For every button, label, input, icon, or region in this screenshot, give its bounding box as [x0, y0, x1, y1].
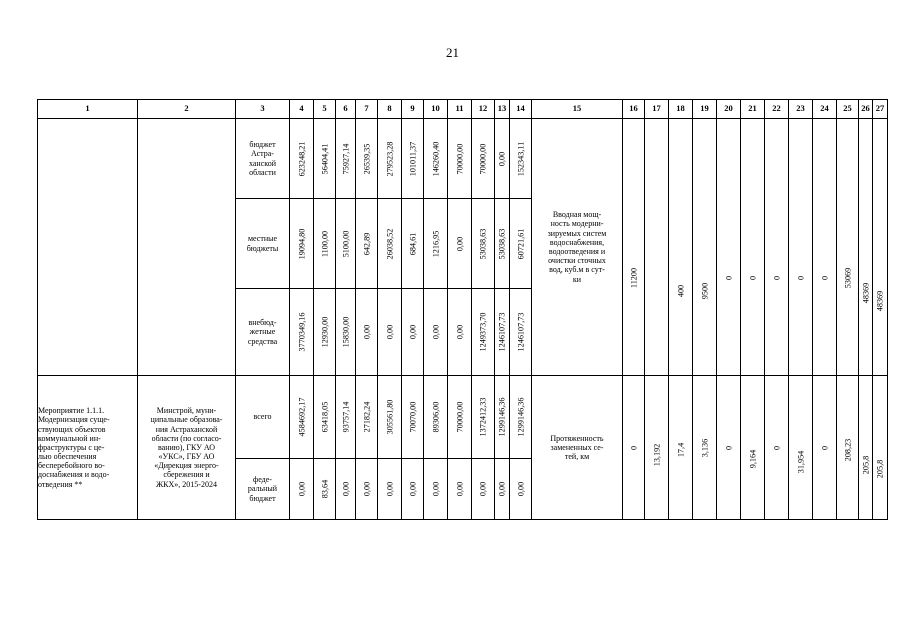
amount-value: 0,00: [478, 481, 488, 497]
indicator-value-cell: [873, 119, 888, 376]
column-number-27: 27: [873, 100, 888, 119]
amount-value: 0,00: [454, 236, 464, 251]
amount-value: 53038,63: [497, 228, 507, 259]
amount-cell: [448, 289, 472, 376]
amount-cell: [402, 459, 424, 520]
amount-cell: [424, 376, 448, 459]
indicator-value: 0: [819, 275, 829, 280]
amount-value: 684,61: [407, 232, 417, 255]
column-number-17: 17: [645, 100, 669, 119]
amount-value: 0,00: [296, 481, 306, 497]
amount-cell: [510, 459, 532, 520]
amount-value: 4584692,17: [296, 397, 306, 437]
amount-cell: [290, 376, 314, 459]
indicator-value-cell: [717, 119, 741, 376]
amount-value: 305561,80: [384, 399, 394, 435]
column-number-22: 22: [765, 100, 789, 119]
indicator-value-cell: [813, 376, 837, 520]
column-number-20: 20: [717, 100, 741, 119]
column-number-24: 24: [813, 100, 837, 119]
amount-cell: [472, 289, 495, 376]
amount-cell: [378, 119, 402, 199]
amount-cell: [424, 119, 448, 199]
column-number-1: 1: [38, 100, 138, 119]
amount-cell: [402, 199, 424, 289]
amount-value: 0,00: [361, 324, 371, 340]
amount-cell: [472, 376, 495, 459]
page-number: 21: [446, 45, 459, 60]
indicator-value-cell: [765, 376, 789, 520]
column-number-7: 7: [356, 100, 378, 119]
amount-cell: [290, 199, 314, 289]
column-number-21: 21: [741, 100, 765, 119]
amount-value: 0,00: [430, 481, 440, 497]
amount-cell: [495, 199, 510, 289]
program-table: [37, 99, 888, 520]
indicator-value: 0: [723, 445, 733, 450]
amount-value: 0,00: [384, 481, 394, 497]
amount-cell: [356, 376, 378, 459]
indicator-value-cell: [859, 376, 873, 520]
amount-value: 1216,95: [430, 230, 440, 257]
indicator-value-cell: [765, 119, 789, 376]
amount-cell: [336, 199, 356, 289]
funding-source-label: бюджет Астра- ханской области: [236, 119, 290, 199]
amount-cell: [336, 459, 356, 520]
indicator-value-cell: [859, 119, 873, 376]
amount-value: 623248,21: [296, 141, 306, 176]
indicator-length-cell: Протяженность замененных се- тей, км: [532, 376, 623, 520]
column-number-19: 19: [693, 100, 717, 119]
amount-value: 1372412,33: [478, 397, 488, 437]
amount-value: 101011,37: [407, 141, 417, 176]
amount-cell: [472, 199, 495, 289]
amount-value: 27182,24: [361, 401, 371, 433]
amount-cell: [448, 376, 472, 459]
funding-source-label: внебюд- жетные средства: [236, 289, 290, 376]
column-number-5: 5: [314, 100, 336, 119]
amount-value: 93757,14: [340, 401, 350, 433]
amount-cell: [448, 199, 472, 289]
amount-cell: [314, 376, 336, 459]
amount-cell: [424, 289, 448, 376]
amount-value: 26539,35: [361, 143, 371, 174]
amount-cell: [495, 459, 510, 520]
amount-cell: [472, 119, 495, 199]
indicator-value: 0: [628, 445, 638, 450]
amount-value: 26038,52: [384, 228, 394, 259]
amount-value: 1299146,36: [515, 397, 525, 437]
indicator-value-cell: [645, 376, 669, 520]
executor-cell: Минстрой, муни- ципальные образова- ния Астраханской области (по согласо- ванию), ГКУ АО «УКС», ГБУ АО «Дирекция энерго- сбережения и ЖКХ», 2015-2024: [138, 376, 236, 520]
amount-cell: [378, 376, 402, 459]
indicator-value: 9500: [699, 282, 709, 299]
indicator-value: 0: [723, 275, 733, 280]
column-number-25: 25: [837, 100, 859, 119]
amount-value: 89306,00: [430, 401, 440, 433]
indicator-value: 13,192: [651, 443, 661, 466]
indicator-value-cell: [717, 376, 741, 520]
column-number-6: 6: [336, 100, 356, 119]
amount-cell: [356, 119, 378, 199]
amount-cell: [448, 119, 472, 199]
amount-value: 1246107,73: [515, 312, 525, 352]
amount-value: 70000,00: [454, 401, 464, 433]
amount-cell: [402, 376, 424, 459]
amount-value: 0,00: [384, 324, 394, 340]
amount-value: 0,00: [340, 481, 350, 497]
amount-cell: [378, 199, 402, 289]
indicator-value-cell: [741, 376, 765, 520]
column-number-13: 13: [495, 100, 510, 119]
indicator-value-cell: [693, 119, 717, 376]
amount-value: 15830,00: [340, 316, 350, 348]
column-number-18: 18: [669, 100, 693, 119]
amount-value: 75927,14: [340, 143, 350, 174]
column-number-14: 14: [510, 100, 532, 119]
indicator-capacity-cell: Вводная мощ- ность модерни- зируемых систем водоснабжения, водоотведения и очистки сточных вод, куб.м в сут- ки: [532, 119, 623, 376]
indicator-value: 0: [771, 445, 781, 450]
amount-cell: [336, 376, 356, 459]
indicator-value: 31,954: [795, 450, 805, 474]
column-number-10: 10: [424, 100, 448, 119]
amount-cell: [424, 459, 448, 520]
amount-cell: [510, 376, 532, 459]
amount-cell: [356, 459, 378, 520]
amount-cell: [314, 289, 336, 376]
amount-value: 5100,00: [340, 230, 350, 257]
table-row: [38, 119, 888, 199]
amount-value: 53038,63: [478, 228, 488, 259]
amount-value: 0,00: [361, 481, 371, 497]
amount-cell: [378, 289, 402, 376]
amount-cell: [356, 289, 378, 376]
amount-value: 56404,41: [319, 143, 329, 174]
indicator-value-cell: [837, 376, 859, 520]
amount-value: 152343,11: [515, 141, 525, 176]
amount-value: 1249373,70: [478, 312, 488, 352]
amount-value: 0,00: [454, 481, 464, 497]
indicator-value: 208,23: [842, 439, 852, 462]
column-number-9: 9: [402, 100, 424, 119]
amount-cell: [336, 289, 356, 376]
indicator-value-cell: [693, 376, 717, 520]
indicator-value: 9,164: [747, 449, 757, 469]
amount-cell: [510, 199, 532, 289]
amount-value: 0,00: [454, 324, 464, 340]
amount-value: 60721,61: [515, 228, 525, 259]
indicator-value: 0: [819, 445, 829, 450]
column-number-4: 4: [290, 100, 314, 119]
indicator-value: 205,8: [875, 459, 885, 479]
amount-value: 70000,00: [478, 143, 488, 174]
amount-cell: [378, 459, 402, 520]
funding-source-label: феде- ральный бюджет: [236, 459, 290, 520]
amount-value: 83,64: [319, 479, 329, 499]
amount-cell: [356, 199, 378, 289]
amount-value: 642,89: [361, 232, 371, 255]
table-row: [38, 376, 888, 459]
indicator-value: 205,8: [860, 455, 870, 474]
funding-source-label: всего: [236, 376, 290, 459]
amount-value: 0,00: [497, 481, 507, 497]
empty-cell: [38, 119, 138, 376]
amount-value: 146260,40: [430, 141, 440, 176]
indicator-value: 17,4: [675, 443, 685, 458]
column-number-12: 12: [472, 100, 495, 119]
amount-cell: [472, 459, 495, 520]
column-number-11: 11: [448, 100, 472, 119]
indicator-value-cell: [669, 119, 693, 376]
amount-cell: [510, 119, 532, 199]
column-number-23: 23: [789, 100, 813, 119]
indicator-value-cell: [623, 376, 645, 520]
amount-cell: [402, 289, 424, 376]
amount-value: 0,00: [430, 324, 440, 340]
amount-cell: [424, 199, 448, 289]
indicator-value: 53069: [842, 267, 852, 288]
amount-cell: [510, 289, 532, 376]
amount-value: 1246107,73: [497, 312, 507, 352]
indicator-value-cell: [645, 119, 669, 376]
amount-value: 3770349,16: [296, 312, 306, 352]
amount-cell: [448, 459, 472, 520]
amount-value: 0,00: [497, 151, 507, 166]
indicator-value-cell: [669, 376, 693, 520]
indicator-value-cell: [813, 119, 837, 376]
indicator-value: 48369: [860, 282, 870, 304]
indicator-value: 400: [675, 284, 685, 297]
indicator-value-cell: [789, 376, 813, 520]
amount-cell: [314, 199, 336, 289]
column-number-16: 16: [623, 100, 645, 119]
indicator-value-cell: [623, 119, 645, 376]
amount-value: 279523,28: [384, 141, 394, 176]
indicator-value: 0: [771, 275, 781, 280]
amount-value: 12930,00: [319, 316, 329, 348]
amount-value: 70000,00: [454, 143, 464, 174]
indicator-value: 0: [747, 275, 757, 280]
indicator-value-cell: [837, 119, 859, 376]
column-number-row: [38, 100, 888, 119]
amount-value: 0,00: [407, 324, 417, 340]
indicator-value: 3,136: [699, 438, 709, 457]
amount-cell: [336, 119, 356, 199]
indicator-value: 11200: [628, 267, 638, 288]
indicator-value: 0: [795, 275, 805, 280]
indicator-value-cell: [873, 376, 888, 520]
amount-value: 0,00: [515, 481, 525, 497]
activity-cell: Мероприятие 1.1.1. Модернизация суще- ствующих объектов коммунальной ин- фраструктуры с це- лью обеспечения бесперебойного во- доснабжения и водо- отведения **: [38, 376, 138, 520]
amount-value: 1100,00: [319, 230, 329, 257]
column-number-15: 15: [532, 100, 623, 119]
column-number-3: 3: [236, 100, 290, 119]
amount-cell: [314, 459, 336, 520]
column-number-26: 26: [859, 100, 873, 119]
amount-cell: [495, 119, 510, 199]
amount-cell: [495, 289, 510, 376]
amount-value: 70070,00: [407, 401, 417, 433]
amount-value: 0,00: [407, 481, 417, 497]
amount-value: 1299146,36: [497, 397, 507, 437]
amount-value: 63418,05: [319, 401, 329, 433]
column-number-8: 8: [378, 100, 402, 119]
amount-cell: [290, 119, 314, 199]
empty-cell: [138, 119, 236, 376]
amount-cell: [290, 289, 314, 376]
indicator-value-cell: [789, 119, 813, 376]
column-number-2: 2: [138, 100, 236, 119]
indicator-value: 48369: [875, 290, 885, 311]
amount-cell: [314, 119, 336, 199]
amount-value: 19094,80: [296, 228, 306, 259]
funding-source-label: местные бюджеты: [236, 199, 290, 289]
amount-cell: [290, 459, 314, 520]
amount-cell: [402, 119, 424, 199]
indicator-value-cell: [741, 119, 765, 376]
amount-cell: [495, 376, 510, 459]
